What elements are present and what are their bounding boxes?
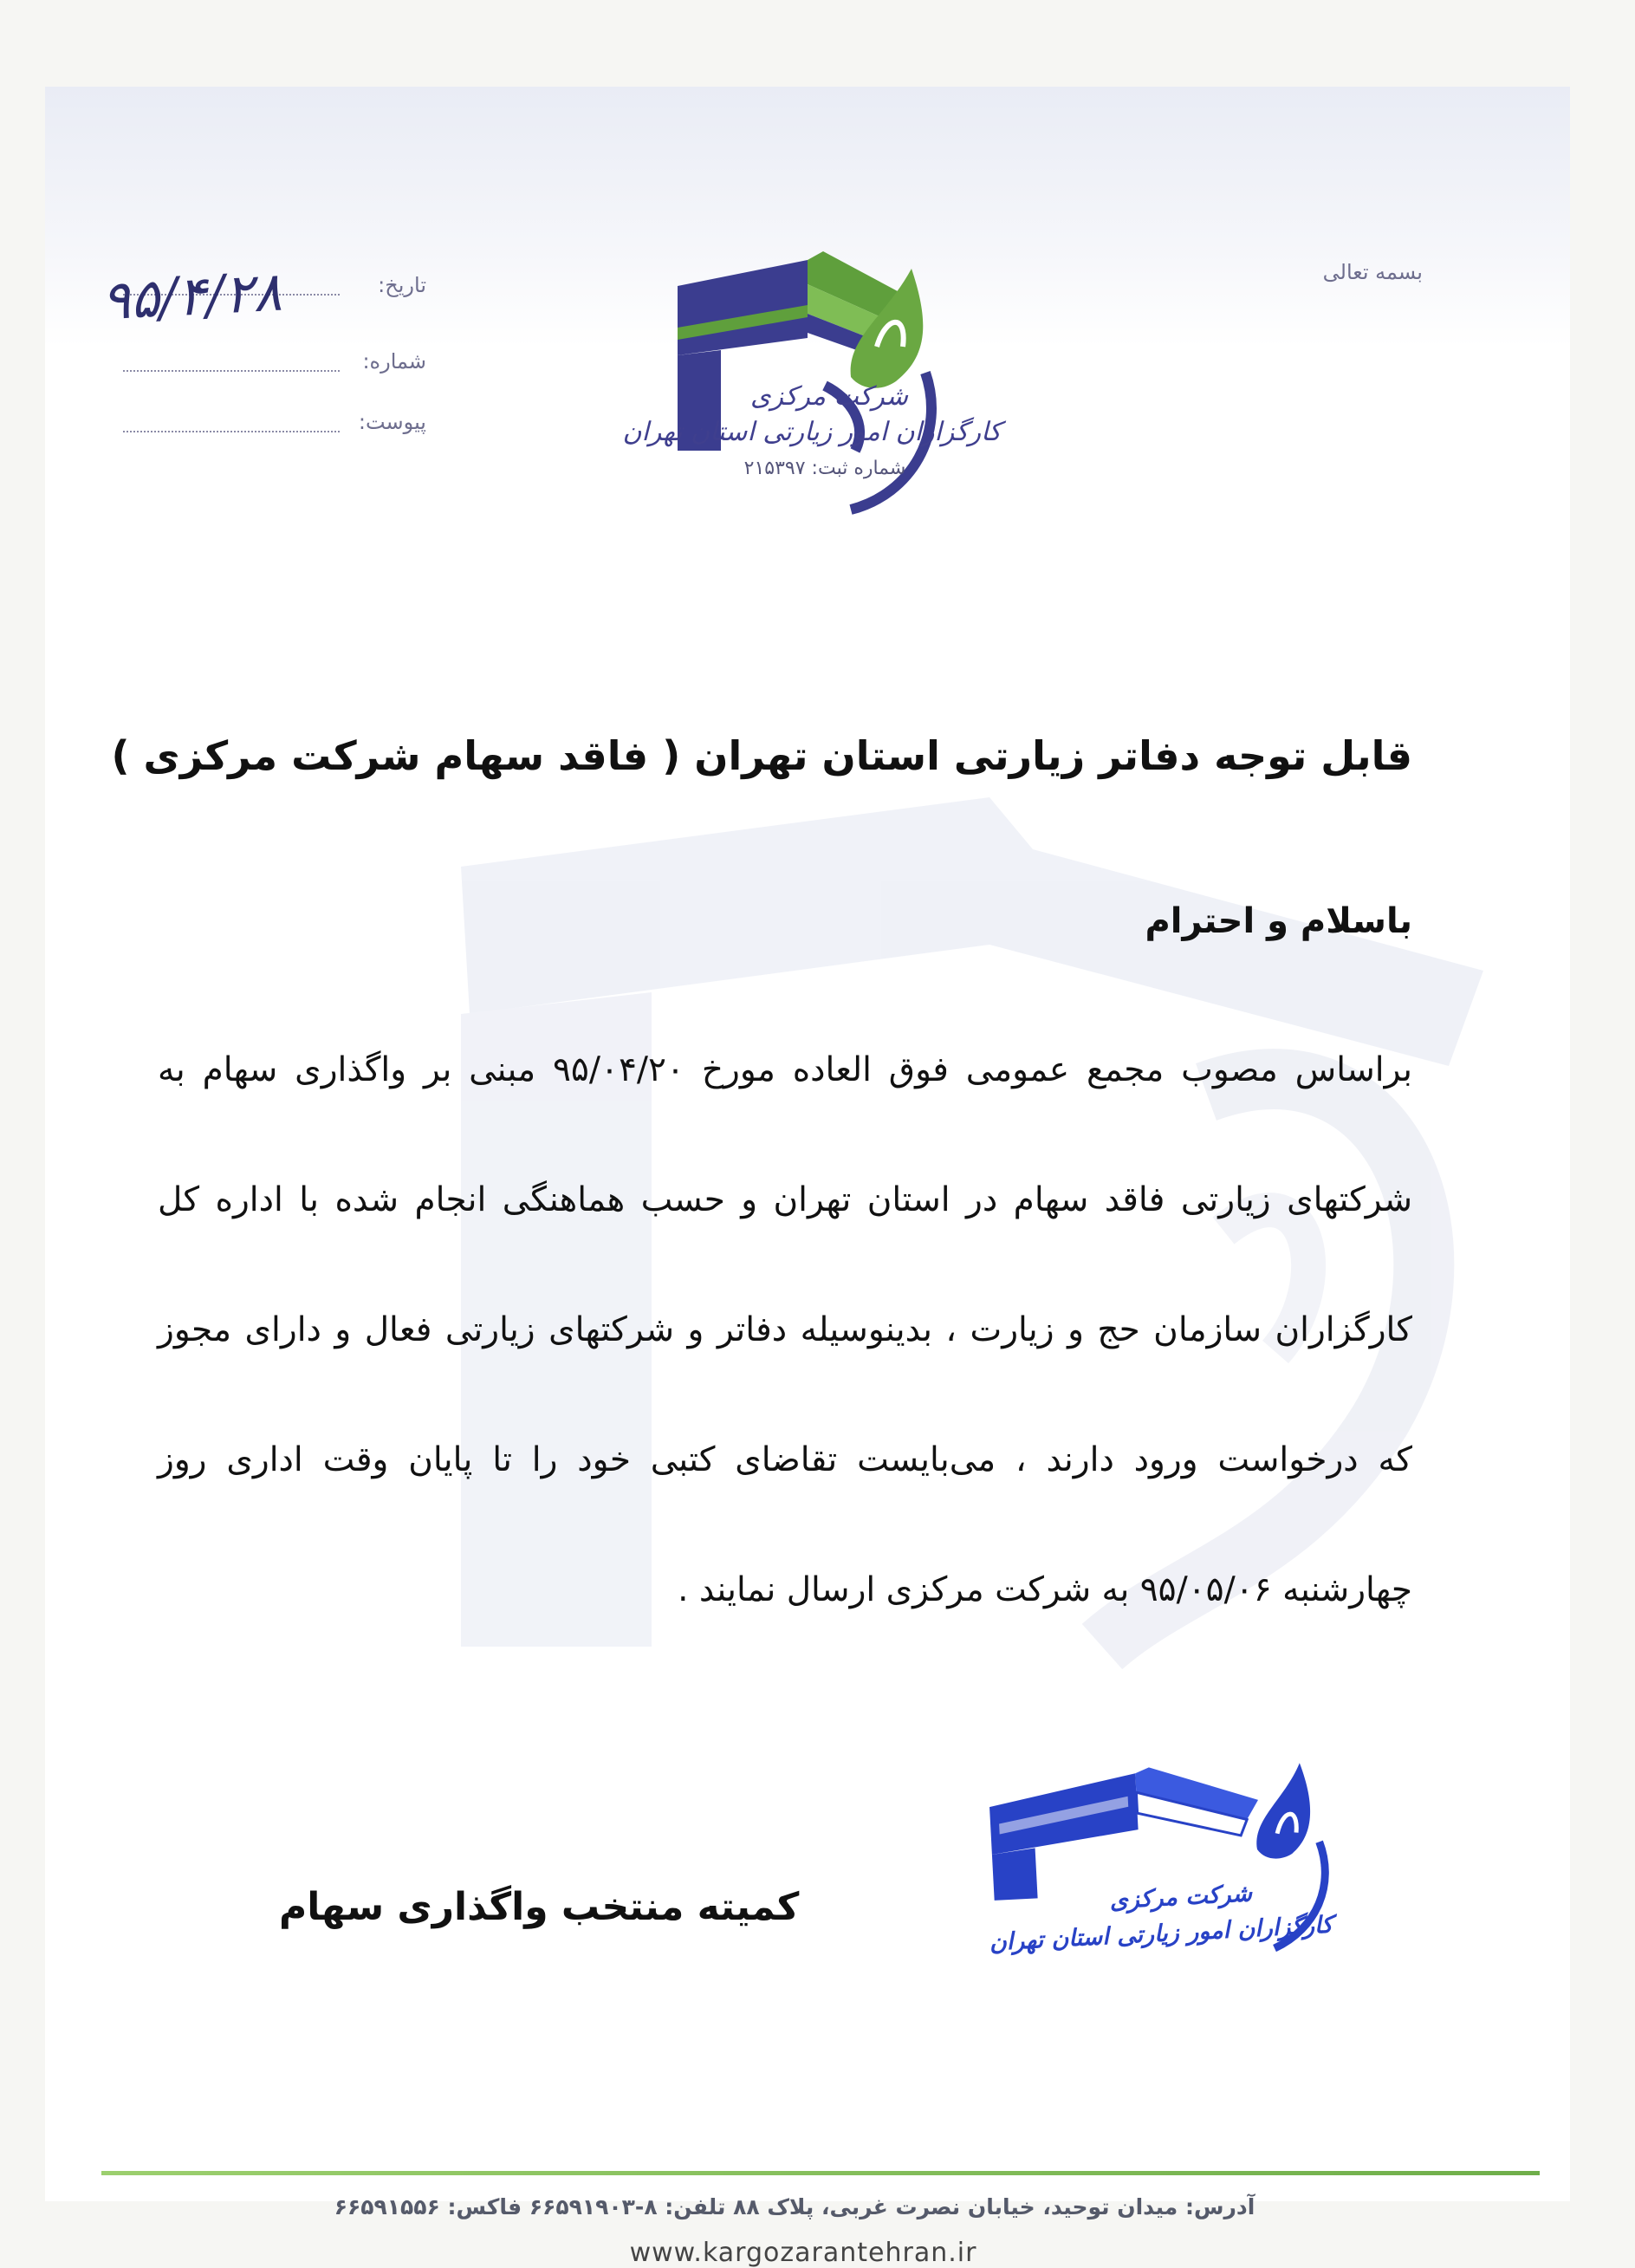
company-name-line1: شرکت مرکزی xyxy=(750,381,908,412)
attachment-line xyxy=(123,410,340,432)
handwritten-date: ۹۵/۴/۲۸ xyxy=(100,259,284,333)
letter-body: براساس مصوب مجمع عمومی فوق العاده مورخ ۹۵/۰۴/۲۰ مبنی بر واگذاری سهام به شرکتهای زیارتی فاقد سهام در استان تهران و حسب هماهنگی انجام شده با اداره کل کارگزاران سازمان حج و زیارت ، بدینوسیله دفاتر و شرکتهای زیارتی فعال و دارای مجوز که درخواست ورود دارند ، می‌بایست تقاضای کتبی خود را تا پایان وقت اداری روز چهارشنبه ۹۵/۰۵/۰۶ به شرکت مرکزی ارسال نمایند . xyxy=(158,1050,1412,1609)
attachment-field xyxy=(123,410,426,434)
attachment-label: پیوست: xyxy=(358,410,426,434)
footer-website-link[interactable]: www.kargozarantehran.ir xyxy=(629,2238,977,2268)
letter-sheet xyxy=(45,87,1570,2268)
company-logo xyxy=(617,234,1007,479)
footer-address: آدرس: میدان توحید، خیابان نصرت غربی، پلاک ۸۸ تلفن: ۸-۶۶۵۹۱۹۰۳ فاکس: ۶۶۵۹۱۵۵۶ xyxy=(334,2194,1255,2219)
company-stamp xyxy=(970,1754,1346,2016)
stamp-line2: کارگزاران امور زیارتی استان تهران xyxy=(989,1911,1333,1957)
footer-rule xyxy=(101,2171,1540,2175)
number-label: شماره: xyxy=(362,349,426,374)
company-name-line2: کارگزاران امور زیارتی استان تهران xyxy=(622,417,1002,447)
stamp-line1: شرکت مرکزی xyxy=(1108,1880,1253,1914)
committee-signature: کمیته منتخب واگذاری سهام xyxy=(279,1885,800,1929)
number-field xyxy=(123,349,426,374)
date-label: تاریخ: xyxy=(378,273,426,297)
number-line xyxy=(123,349,340,372)
basmala: بسمه تعالی xyxy=(1322,260,1423,284)
registration-number: شماره ثبت: ۲۱۵۳۹۷ xyxy=(743,458,906,479)
letter-heading: قابل توجه دفاتر زیارتی استان تهران ( فاقد سهام شرکت مرکزی ) xyxy=(111,732,1412,779)
company-name xyxy=(617,381,1007,447)
letter-greeting: باسلام و احترام xyxy=(1145,901,1412,941)
